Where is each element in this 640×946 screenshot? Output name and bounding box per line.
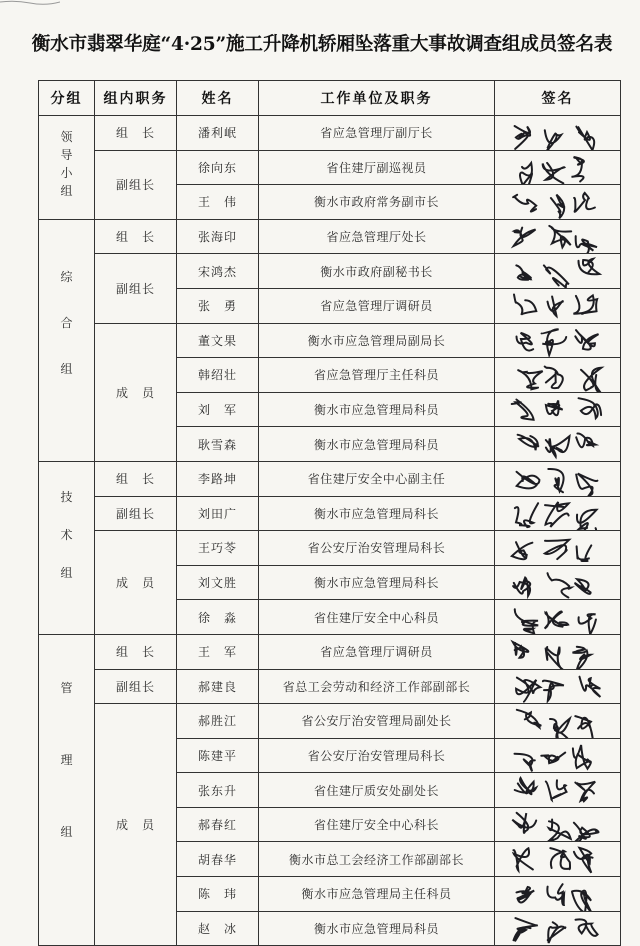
name-cell: 王 军	[177, 634, 259, 669]
table-row	[39, 634, 621, 669]
signature-cell	[495, 392, 621, 427]
handwritten-signature	[499, 392, 619, 427]
group-cell-jishu	[39, 461, 95, 634]
table-row	[39, 461, 621, 496]
name-cell: 刘田广	[177, 496, 259, 531]
unit-cell: 省住建厅安全中心副主任	[259, 461, 495, 496]
table-row	[39, 669, 621, 704]
role-cell: 成 员	[95, 323, 177, 461]
handwritten-signature	[499, 738, 619, 773]
header-name: 姓名	[177, 81, 259, 116]
group-cell-lead	[39, 116, 95, 220]
group-char: 术	[60, 527, 73, 542]
table-row	[39, 704, 621, 739]
name-cell: 张东升	[177, 773, 259, 808]
name-cell: 宋鸿杰	[177, 254, 259, 289]
signature-cell	[495, 358, 621, 393]
handwritten-signature	[499, 842, 619, 877]
unit-cell: 衡水市政府常务副市长	[259, 185, 495, 220]
table-row	[39, 496, 621, 531]
handwritten-signature	[499, 254, 619, 289]
name-cell: 胡春华	[177, 842, 259, 877]
unit-cell: 衡水市应急管理局主任科员	[259, 877, 495, 912]
group-char: 组	[60, 825, 73, 840]
table-row	[39, 219, 621, 254]
group-char: 导	[60, 148, 73, 163]
group-char: 理	[60, 753, 73, 768]
group-char: 管	[60, 681, 73, 696]
table-row	[39, 531, 621, 566]
header-unit: 工作单位及职务	[259, 81, 495, 116]
unit-cell: 衡水市应急管理局科员	[259, 911, 495, 946]
name-cell: 刘 军	[177, 392, 259, 427]
role-cell: 副组长	[95, 254, 177, 323]
signature-cell	[495, 185, 621, 220]
signature-table	[38, 80, 621, 946]
header-row	[39, 81, 621, 116]
role-cell: 副组长	[95, 496, 177, 531]
role-cell: 副组长	[95, 669, 177, 704]
handwritten-signature	[499, 773, 619, 808]
group-char: 综	[60, 270, 73, 285]
handwritten-signature	[499, 185, 619, 220]
handwritten-signature	[499, 531, 619, 566]
unit-cell: 衡水市应急管理局科长	[259, 565, 495, 600]
name-cell: 徐向东	[177, 150, 259, 185]
scan-artifact	[0, 0, 60, 6]
handwritten-signature	[499, 219, 619, 254]
signature-cell	[495, 877, 621, 912]
table-row	[39, 150, 621, 185]
signature-cell	[495, 288, 621, 323]
handwritten-signature	[499, 877, 619, 912]
table-row	[39, 254, 621, 289]
unit-cell: 省住建厅安全中心科员	[259, 600, 495, 635]
name-cell: 郝春红	[177, 807, 259, 842]
handwritten-signature	[499, 600, 619, 635]
name-cell: 王巧苓	[177, 531, 259, 566]
signature-cell	[495, 911, 621, 946]
group-char: 技	[60, 489, 73, 504]
name-cell: 张海印	[177, 219, 259, 254]
handwritten-signature	[499, 461, 619, 496]
table-row	[39, 323, 621, 358]
name-cell: 赵 冰	[177, 911, 259, 946]
unit-cell: 衡水市政府副秘书长	[259, 254, 495, 289]
page-title: 衡水市翡翠华庭“4·25”施工升降机轿厢坠落重大事故调查组成员签名表	[31, 34, 613, 55]
handwritten-signature	[499, 669, 619, 704]
unit-cell: 衡水市应急管理局副局长	[259, 323, 495, 358]
signature-cell	[495, 634, 621, 669]
name-cell: 李路坤	[177, 461, 259, 496]
unit-cell: 省应急管理厅处长	[259, 219, 495, 254]
handwritten-signature	[499, 911, 619, 946]
unit-cell: 省住建厅安全中心科长	[259, 807, 495, 842]
unit-cell: 省住建厅质安处副处长	[259, 773, 495, 808]
signature-cell	[495, 323, 621, 358]
signature-cell	[495, 842, 621, 877]
name-cell: 张 勇	[177, 288, 259, 323]
name-cell: 刘文胜	[177, 565, 259, 600]
unit-cell: 衡水市总工会经济工作部副部长	[259, 842, 495, 877]
handwritten-signature	[499, 323, 619, 358]
handwritten-signature	[499, 288, 619, 323]
role-cell: 成 员	[95, 704, 177, 946]
name-cell: 徐 淼	[177, 600, 259, 635]
unit-cell: 衡水市应急管理局科员	[259, 427, 495, 462]
handwritten-signature	[499, 358, 619, 393]
signature-cell	[495, 531, 621, 566]
signature-cell	[495, 461, 621, 496]
signature-cell	[495, 807, 621, 842]
name-cell: 潘利岷	[177, 116, 259, 151]
group-char: 领	[60, 130, 73, 145]
group-cell-guanli	[39, 634, 95, 945]
handwritten-signature	[499, 150, 619, 185]
name-cell: 王 伟	[177, 185, 259, 220]
unit-cell: 省公安厅治安管理局科长	[259, 738, 495, 773]
header-signature: 签名	[495, 81, 621, 116]
group-cell-zonghe	[39, 219, 95, 461]
unit-cell: 省应急管理厅调研员	[259, 288, 495, 323]
group-char: 组	[60, 184, 73, 199]
handwritten-signature	[499, 427, 619, 462]
header-group: 分组	[39, 81, 95, 116]
table-row	[39, 116, 621, 151]
handwritten-signature	[499, 704, 619, 739]
unit-cell: 省住建厅副巡视员	[259, 150, 495, 185]
role-cell: 组 长	[95, 219, 177, 254]
name-cell: 陈建平	[177, 738, 259, 773]
signature-cell	[495, 427, 621, 462]
signature-cell	[495, 565, 621, 600]
group-char: 组	[60, 565, 73, 580]
unit-cell: 省应急管理厅主任科员	[259, 358, 495, 393]
signature-cell	[495, 116, 621, 151]
name-cell: 郝建良	[177, 669, 259, 704]
unit-cell: 省公安厅治安管理局科长	[259, 531, 495, 566]
name-cell: 陈 玮	[177, 877, 259, 912]
role-cell: 组 长	[95, 634, 177, 669]
signature-cell	[495, 150, 621, 185]
handwritten-signature	[499, 116, 619, 151]
handwritten-signature	[499, 565, 619, 600]
unit-cell: 衡水市应急管理局科员	[259, 392, 495, 427]
unit-cell: 省应急管理厅副厅长	[259, 116, 495, 151]
header-role: 组内职务	[95, 81, 177, 116]
role-cell: 副组长	[95, 150, 177, 219]
name-cell: 韩绍壮	[177, 358, 259, 393]
unit-cell: 省总工会劳动和经济工作部副部长	[259, 669, 495, 704]
name-cell: 耿雪森	[177, 427, 259, 462]
role-cell: 组 长	[95, 461, 177, 496]
signature-cell	[495, 496, 621, 531]
handwritten-signature	[499, 496, 619, 531]
name-cell: 郝胜江	[177, 704, 259, 739]
signature-cell	[495, 219, 621, 254]
unit-cell: 省公安厅治安管理局副处长	[259, 704, 495, 739]
unit-cell: 衡水市应急管理局科长	[259, 496, 495, 531]
unit-cell: 省应急管理厅调研员	[259, 634, 495, 669]
signature-cell	[495, 738, 621, 773]
handwritten-signature	[499, 634, 619, 669]
group-char: 组	[60, 362, 73, 377]
name-cell: 董文果	[177, 323, 259, 358]
signature-cell	[495, 254, 621, 289]
role-cell: 成 员	[95, 531, 177, 635]
signature-cell	[495, 600, 621, 635]
group-char: 合	[60, 316, 73, 331]
signature-cell	[495, 669, 621, 704]
signature-cell	[495, 773, 621, 808]
group-char: 小	[60, 166, 73, 181]
handwritten-signature	[499, 807, 619, 842]
signature-cell	[495, 704, 621, 739]
role-cell: 组 长	[95, 116, 177, 151]
